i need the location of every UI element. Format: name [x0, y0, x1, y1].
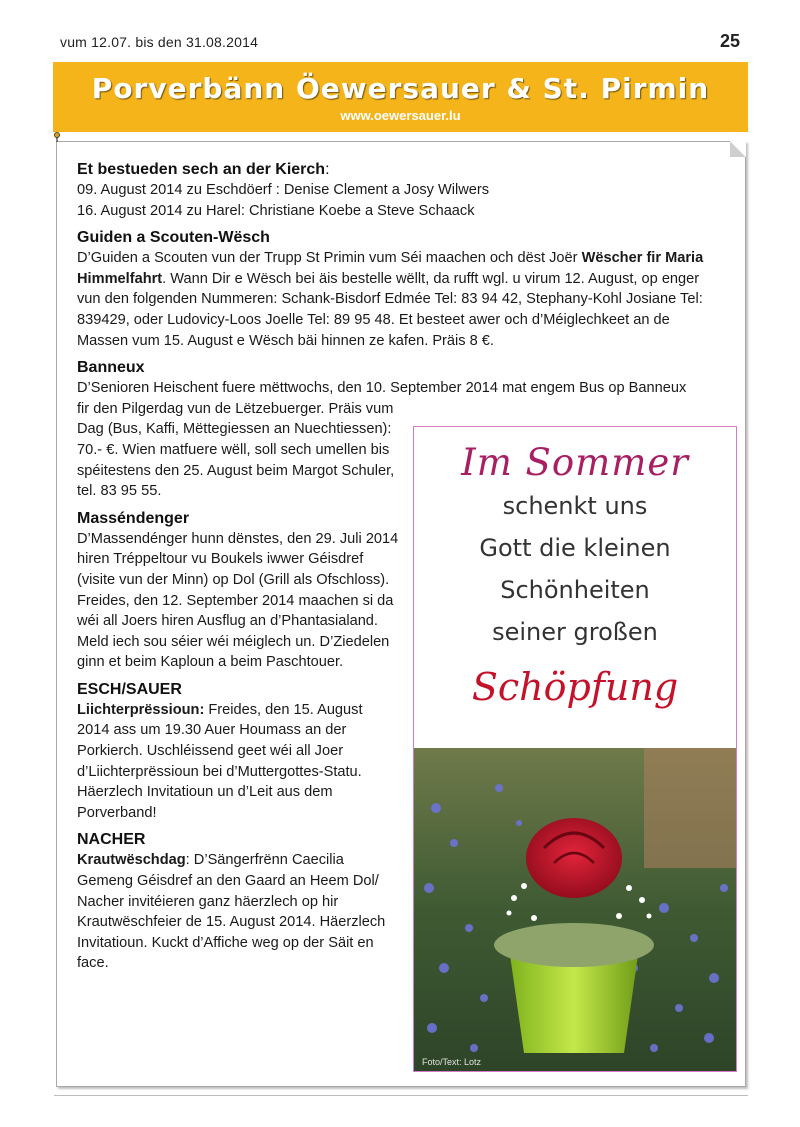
pin-icon: [53, 132, 61, 142]
section-heading: Banneux: [77, 359, 145, 377]
section-heading: Masséndenger: [77, 509, 190, 527]
section-text: D’Massendénger hunn dënstes, den 29. Juli 2014 hiren Tréppeltour vu Boukels iwwer Géisdref (visite vun der Minn) op Dol (Grill als Ofschloss). Freides, den 12. September 2014 maachen si da wéi all Joers hiren Ausflug an d’Phantasialand. Meld iech sou séier wéi méiglech un. D’Ziedelen ginn et beim Kaploun a beim Paschtouer.: [77, 530, 399, 671]
poster-script-top: Im Sommer: [461, 441, 689, 484]
section-heading: Et bestueden sech an der Kierch:: [77, 161, 330, 178]
banner-url[interactable]: www.oewersauer.lu: [340, 108, 461, 123]
date-range: vum 12.07. bis den 31.08.2014: [60, 34, 259, 50]
section-text: Krautwëschdag: D’Sängerfrënn Caecilia Gemeng Géisdref an den Gaard an Heem Dol/ Nacher invitéieren ganz häerzlech op hir Krautwëschfeier de 15. August 2014. Häerzlech Invitatioun. Kuckt d’Affiche weg op der Säit en face.: [77, 852, 386, 972]
poster-line: Schönheiten: [500, 576, 650, 604]
section-text: D’Guiden a Scouten vun der Trupp St Primin vum Séi maachen och dëst Joër Wëscher fir Maria Himmelfahrt. Wann Dir e Wësch bei äis bestelle wëllt, da rufft wgl. u virum 12. August, op enger vun den folgenden Nummeren: Schank-Bisdorf Edmée Tel: 83 94 42, Stephany-Kohl Josiane Tel: 839429, oder Ludovicy-Loos Joelle Tel: 89 95 48. Et besteet awer och d’Méiglechkeet an de Massen vum 15. August e Wësch bäi hinnen ze kafen. Präis 8 €.: [77, 250, 704, 349]
parish-banner: [53, 62, 748, 132]
poster-text: [414, 441, 736, 715]
poster-script-bottom: Schöpfung: [471, 665, 679, 709]
rose-photo: [414, 748, 736, 1071]
poster-line: seiner großen: [492, 618, 658, 646]
section-nacher: [77, 830, 399, 974]
footer-divider: [54, 1095, 748, 1096]
poster-line: schenkt uns: [502, 492, 648, 520]
page-number: 25: [719, 31, 740, 51]
section-text-wide: D’Senioren Heischent fuere mëttwochs, den 10. September 2014 mat engem Bus op Banneux: [77, 380, 687, 397]
section-wesch: [77, 228, 717, 351]
summer-poster: [413, 426, 737, 1072]
section-esch: [77, 680, 399, 824]
section-kierch: [77, 160, 717, 221]
section-text: Liichterprëssioun: Freides, den 15. August 2014 ass um 19.30 Auer Houmass an der Porkierch. Uschléissend geet wéi all Joer d’Liichterprëssioun bei d’Muttergottes-Statu. Häerzlech Invitatioun un d’Leit aus dem Porverband!: [77, 701, 363, 821]
banner-title: Porverbänn Öewersauer & St. Pirmin: [91, 72, 710, 105]
section-heading: ESCH/SAUER: [77, 680, 182, 698]
wedding-line: 09. August 2014 zu Eschdöerf : Denise Clement a Josy Wilwers: [77, 182, 490, 198]
section-heading: NACHER: [77, 831, 146, 849]
wedding-line: 16. August 2014 zu Harel: Christiane Koebe a Steve Schaack: [77, 202, 475, 219]
page-fold-corner: [730, 141, 746, 157]
photo-credit: Foto/Text: Lotz: [422, 1057, 482, 1067]
section-text: fir den Pilgerdag vun de Lëtzebuerger. Präis vum Dag (Bus, Kaffi, Mëttegiessen an Nuechtiessen): 70.- €. Wien matfuere wëll, soll sech umellen bis spéitestens den 25. August beim Margot Schuler, tel. 83 95 55.: [77, 400, 395, 500]
section-massendenger: [77, 509, 399, 673]
section-heading: Guiden a Scouten-Wësch: [77, 229, 270, 247]
poster-line: Gott die kleinen: [479, 534, 671, 562]
